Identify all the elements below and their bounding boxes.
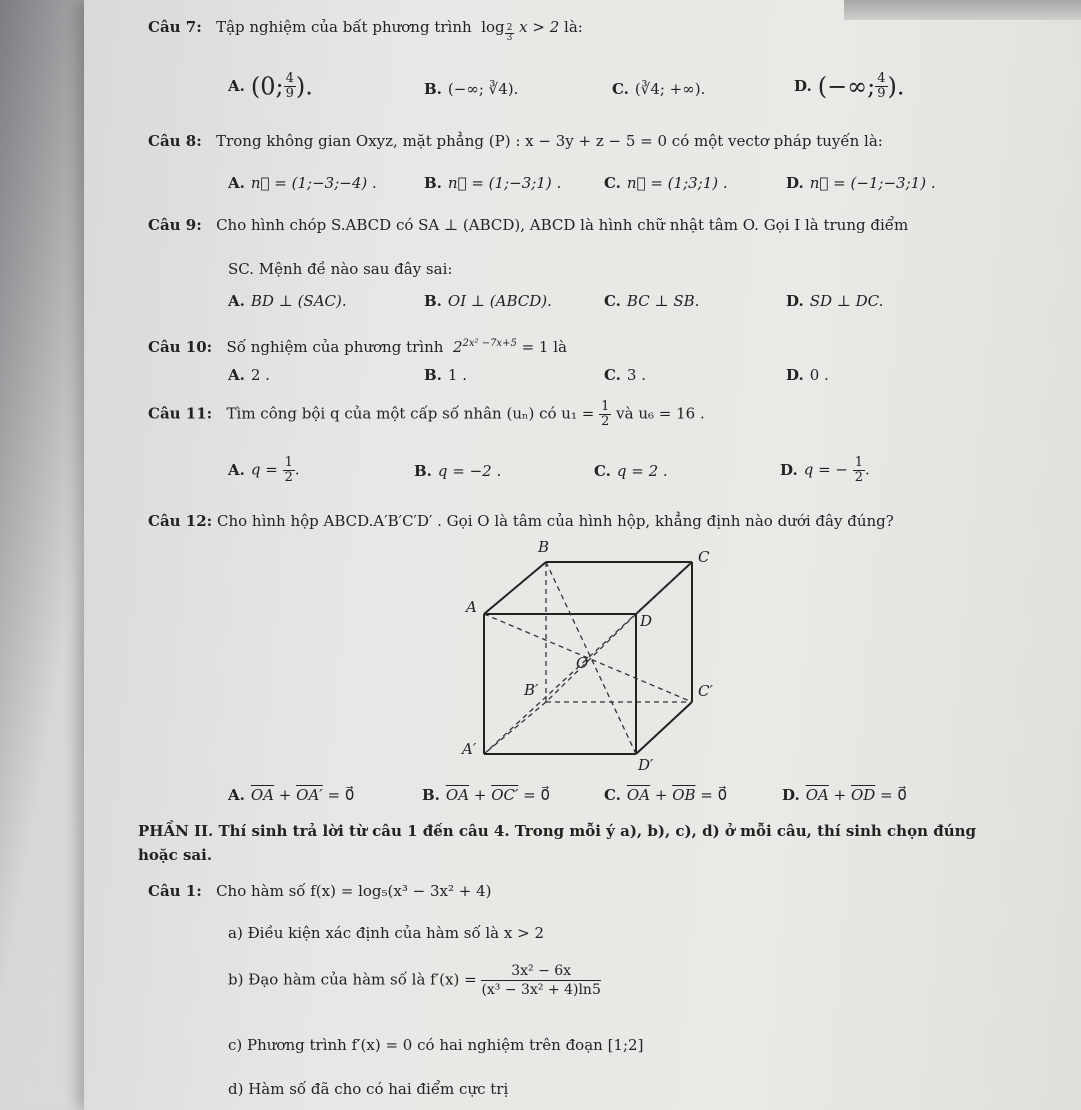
p2q1-item-d[interactable]: d) Hàm số đã cho có hai điểm cực trị bbox=[228, 1080, 509, 1098]
q8-option-b[interactable]: B. n⃗ = (1;−3;1) . bbox=[424, 174, 562, 192]
edge-ab bbox=[484, 562, 546, 614]
fig-label-c-prime: C′ bbox=[698, 682, 713, 700]
parallelepiped-figure bbox=[454, 532, 734, 772]
q7-option-b[interactable]: B. (−∞; ∛4). bbox=[424, 80, 519, 98]
diag-b-d bbox=[546, 562, 636, 754]
p2q1-item-a[interactable]: a) Điều kiện xác định của hàm số là x > 2 bbox=[228, 924, 545, 942]
q8-option-a[interactable]: A. n⃗ = (1;−3;−4) . bbox=[228, 174, 377, 192]
q9-option-b[interactable]: B. OI ⊥ (ABCD). bbox=[424, 292, 552, 310]
q10-option-b[interactable]: B. 1 . bbox=[424, 366, 467, 384]
part2-title: PHẦN II. Thí sinh trả lời từ câu 1 đến câu 4. Trong mỗi ý a), b), c), d) ở mỗi câu, thí sinh chọn đúng bbox=[138, 822, 977, 840]
q11-option-b[interactable]: B. q = −2 . bbox=[414, 462, 502, 480]
q8-stem: Câu 8: Trong không gian Oxyz, mặt phẳng (P) : x − 3y + z − 5 = 0 có một vectơ pháp tuyến là: bbox=[148, 132, 883, 150]
edge-d-c bbox=[636, 702, 692, 754]
q7-stem: Câu 7: Tập nghiệm của bất phương trình log $\frac{2}{3}$ x > 2 là: bbox=[148, 18, 583, 43]
q12-option-a[interactable]: A. $\overline{OA} + OA'$ = 0⃗ bbox=[228, 786, 355, 804]
fig-label-d: D bbox=[640, 612, 653, 630]
fig-label-b-prime: B′ bbox=[524, 681, 539, 699]
q9-stem-2: SC. Mệnh đề nào sau đây sai: bbox=[228, 260, 453, 278]
q10-option-a[interactable]: A. 2 . bbox=[228, 366, 270, 384]
q7-option-a[interactable]: A. (0; $\frac{4}{9}$ ). bbox=[228, 71, 313, 101]
q12-option-c[interactable]: C. $\overline{OA} + \overline{OB}$ = 0⃗ bbox=[604, 786, 728, 804]
fig-label-a: A bbox=[466, 598, 477, 616]
q9-option-d[interactable]: D. SD ⊥ DC. bbox=[786, 292, 884, 310]
q10-option-d[interactable]: D. 0 . bbox=[786, 366, 829, 384]
q9-stem: Câu 9: Cho hình chóp S.ABCD có SA ⊥ (ABCD), ABCD là hình chữ nhật tâm O. Gọi I là trung điểm bbox=[148, 216, 909, 234]
q12-stem: Câu 12: Cho hình hộp ABCD.A′B′C′D′ . Gọi O là tâm của hình hộp, khẳng định nào dưới đây đúng? bbox=[148, 512, 894, 530]
diag-d-b bbox=[546, 614, 636, 702]
q11-option-a[interactable]: A. q = $\frac{1}{2}$ . bbox=[228, 455, 300, 485]
exam-sheet bbox=[84, 0, 1081, 1110]
p2q1-stem: Câu 1: Cho hàm số f(x) = log₅(x³ − 3x² + 4) bbox=[148, 882, 492, 900]
q11-stem: Câu 11: Tìm công bội q của một cấp số nhân (uₙ) có u₁ = $\frac{1}{2}$ và u₆ = 16 . bbox=[148, 399, 705, 429]
fig-label-c: C bbox=[698, 548, 710, 566]
q9-option-c[interactable]: C. BC ⊥ SB. bbox=[604, 292, 700, 310]
q7-option-d[interactable]: D. (−∞; $\frac{4}{9}$ ). bbox=[794, 71, 905, 101]
fig-label-d-prime: D′ bbox=[638, 756, 654, 772]
fig-label-o: O bbox=[576, 654, 589, 672]
fig-label-a-prime: A′ bbox=[462, 740, 477, 758]
q7-label: Câu 7: bbox=[148, 18, 202, 36]
q9-option-a[interactable]: A. BD ⊥ (SAC). bbox=[228, 292, 347, 310]
q8-option-d[interactable]: D. n⃗ = (−1;−3;1) . bbox=[786, 174, 936, 192]
q10-option-c[interactable]: C. 3 . bbox=[604, 366, 646, 384]
q12-option-d[interactable]: D. $\overline{OA} + \overline{OD}$ = 0⃗ bbox=[782, 786, 907, 804]
p2q1-item-c[interactable]: c) Phương trình f′(x) = 0 có hai nghiệm trên đoạn [1;2] bbox=[228, 1036, 644, 1054]
fig-label-b: B bbox=[538, 538, 550, 556]
page-corner-shadow bbox=[844, 0, 1081, 20]
q11-option-c[interactable]: C. q = 2 . bbox=[594, 462, 668, 480]
part2-title-2: hoặc sai. bbox=[138, 846, 213, 864]
q8-option-c[interactable]: C. n⃗ = (1;3;1) . bbox=[604, 174, 728, 192]
q12-option-b[interactable]: B. $\overline{OA} + OC'$ = 0⃗ bbox=[422, 786, 551, 804]
q10-stem: Câu 10: Số nghiệm của phương trình $2^{2x^2 -7x+5} = 1$ là bbox=[148, 338, 567, 356]
q7-option-c[interactable]: C. (∛4; +∞). bbox=[612, 80, 706, 98]
p2q1-item-b[interactable]: b) Đạo hàm của hàm số là f′(x) = $\frac{\text{3x² − 6x}}{\text{(x³ − 3x² + 4)ln5}}$ bbox=[228, 963, 601, 998]
q11-option-d[interactable]: D. q = − $\frac{1}{2}$ . bbox=[780, 455, 870, 485]
